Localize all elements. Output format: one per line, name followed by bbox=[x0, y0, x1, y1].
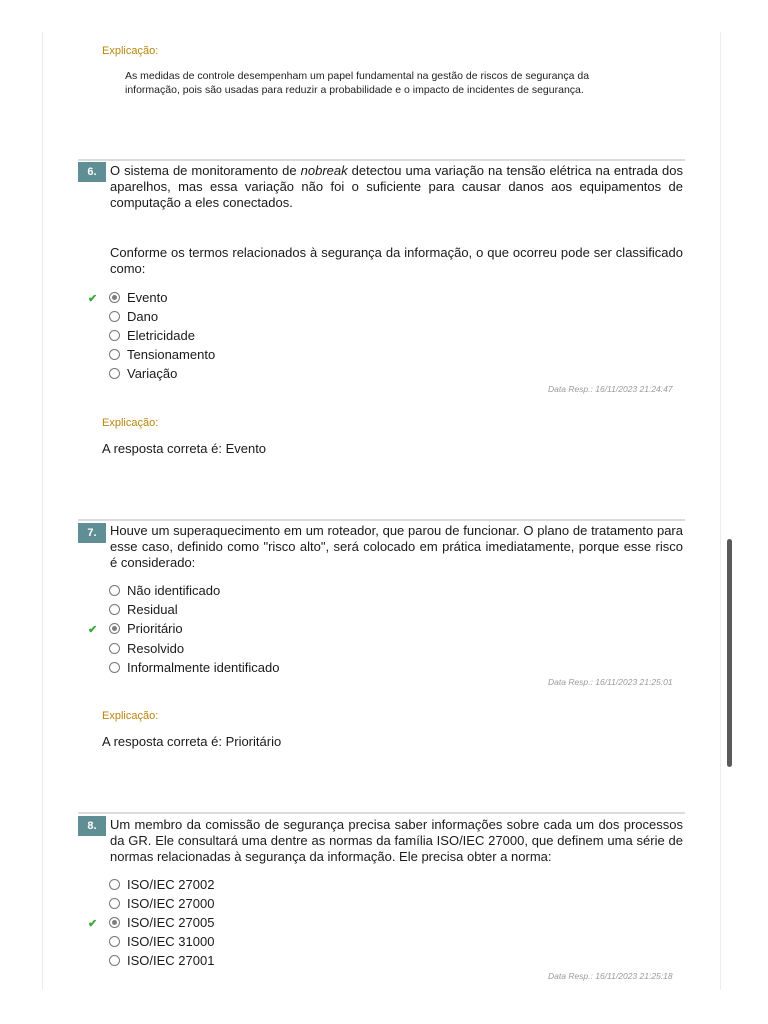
option-iso-31000[interactable]: ISO/IEC 31000 bbox=[107, 932, 214, 951]
response-date: Data Resp.: 16/11/2023 21:25:18 bbox=[548, 971, 673, 981]
option-iso-27002[interactable]: ISO/IEC 27002 bbox=[107, 875, 214, 894]
radio-button[interactable] bbox=[109, 585, 120, 596]
correct-answer-text: A resposta correta é: Prioritário bbox=[102, 734, 282, 749]
radio-button[interactable] bbox=[109, 643, 120, 654]
radio-button[interactable] bbox=[109, 311, 120, 322]
question-text: Um membro da comissão de segurança precisa saber informações sobre cada um dos processos da GR. Ele consultará uma dentre as normas da família ISO/IEC 27000, que definem uma série de normas relacionadas à segurança da informação. Ele precisa obter a norma: bbox=[110, 817, 683, 864]
question-divider bbox=[78, 519, 685, 521]
question-text-part2: Conforme os termos relacionados à segurança da informação, o que ocorreu pode ser classificado como: bbox=[110, 245, 683, 276]
check-icon: ✔ bbox=[88, 293, 98, 305]
radio-button[interactable] bbox=[109, 898, 120, 909]
response-date: Data Resp.: 16/11/2023 21:24:47 bbox=[548, 384, 673, 394]
page-border-left bbox=[42, 32, 43, 990]
option-variacao[interactable]: Variação bbox=[107, 364, 177, 383]
radio-button[interactable] bbox=[109, 330, 120, 341]
option-informalmente-identificado[interactable]: Informalmente identificado bbox=[107, 658, 279, 677]
option-nao-identificado[interactable]: Não identificado bbox=[107, 581, 220, 600]
question-number-badge: 6. bbox=[78, 162, 106, 182]
scrollbar-thumb[interactable] bbox=[727, 539, 732, 767]
correct-answer-text: A resposta correta é: Evento bbox=[102, 441, 267, 456]
radio-button[interactable] bbox=[109, 623, 120, 634]
option-evento[interactable]: Evento bbox=[107, 288, 167, 307]
option-dano[interactable]: Dano bbox=[107, 307, 158, 326]
explanation-label: Explicação: bbox=[102, 45, 159, 57]
option-iso-27001[interactable]: ISO/IEC 27001 bbox=[107, 951, 214, 970]
check-icon: ✔ bbox=[88, 918, 98, 930]
radio-button[interactable] bbox=[109, 604, 120, 615]
option-resolvido[interactable]: Resolvido bbox=[107, 639, 184, 658]
radio-button[interactable] bbox=[109, 662, 120, 673]
option-residual[interactable]: Residual bbox=[107, 600, 178, 619]
option-eletricidade[interactable]: Eletricidade bbox=[107, 326, 195, 345]
page-border-right bbox=[720, 32, 721, 990]
option-prioritario[interactable]: Prioritário bbox=[107, 619, 183, 638]
option-iso-27005[interactable]: ISO/IEC 27005 bbox=[107, 913, 214, 932]
radio-button[interactable] bbox=[109, 292, 120, 303]
radio-button[interactable] bbox=[109, 368, 120, 379]
explanation-text: As medidas de controle desempenham um papel fundamental na gestão de riscos de segurança da informação, pois são usadas para reduzir a probabilidade e o impacto de incidentes de segurança. bbox=[125, 70, 590, 96]
radio-button[interactable] bbox=[109, 349, 120, 360]
check-icon: ✔ bbox=[88, 624, 98, 636]
response-date: Data Resp.: 16/11/2023 21:25:01 bbox=[548, 677, 673, 687]
explanation-label: Explicação: bbox=[102, 710, 159, 722]
question-number-badge: 8. bbox=[78, 816, 106, 836]
radio-button[interactable] bbox=[109, 955, 120, 966]
option-iso-27000[interactable]: ISO/IEC 27000 bbox=[107, 894, 214, 913]
question-text: Houve um superaquecimento em um roteador, que parou de funcionar. O plano de tratamento para esse caso, definido como "risco alto", será colocado em prática imediatamente, porque esse risco é considerado: bbox=[110, 523, 683, 570]
option-tensionamento[interactable]: Tensionamento bbox=[107, 345, 215, 364]
question-divider bbox=[78, 812, 685, 814]
radio-button[interactable] bbox=[109, 879, 120, 890]
explanation-label: Explicação: bbox=[102, 417, 159, 429]
question-number-badge: 7. bbox=[78, 523, 106, 543]
question-divider bbox=[78, 159, 685, 161]
question-text: O sistema de monitoramento de nobreak detectou uma variação na tensão elétrica na entrada dos aparelhos, mas essa variação não foi o suficiente para causar danos aos equipamentos de computação a eles conectados. bbox=[110, 163, 684, 210]
radio-button[interactable] bbox=[109, 917, 120, 928]
radio-button[interactable] bbox=[109, 936, 120, 947]
